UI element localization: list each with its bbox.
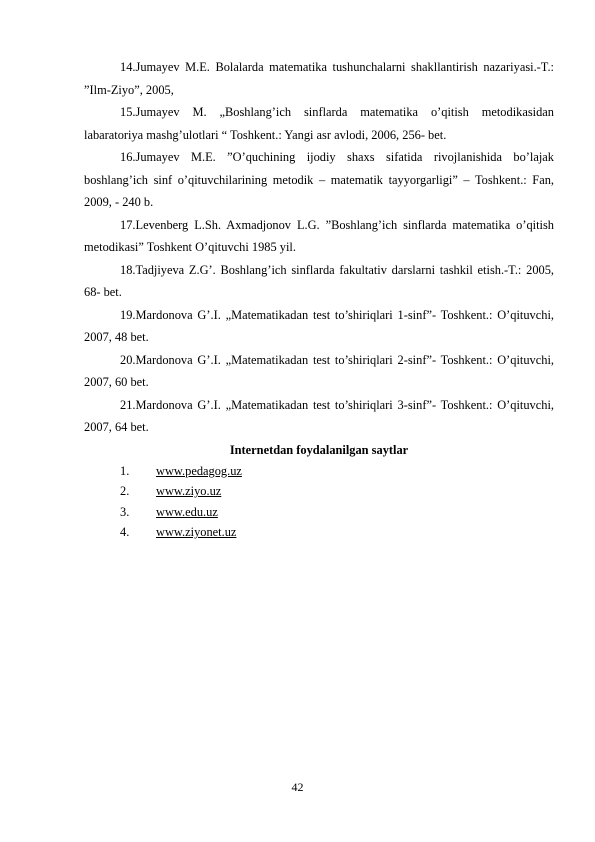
reference-item: [84, 56, 554, 101]
reference-item: [84, 304, 554, 349]
site-item: [84, 461, 554, 482]
document-page: [84, 56, 554, 543]
site-link[interactable]: www.edu.uz: [156, 504, 218, 519]
sites-heading: Internetdan foydalanilgan saytlar: [229, 442, 409, 457]
reference-number: 14.: [120, 60, 136, 74]
reference-number: 16.: [120, 150, 136, 164]
reference-item: [84, 146, 554, 214]
reference-text: Mardonova G’.I. „Matematikadan test to’shiriqlari 2-sinf”- Toshkent.: O’qituvchi, 2007, 60 bet.: [84, 352, 554, 389]
reference-item: [84, 101, 554, 146]
reference-text: Jumayev M. „Boshlang’ich sinflarda matematika o’qitish metodikasidan labaratoriya mashg’ulotlari “ Toshkent.: Yangi asr avlodi, 2006, 256- bet.: [84, 105, 554, 142]
references-list: [84, 56, 554, 439]
reference-number: 21.: [120, 397, 136, 412]
site-link[interactable]: www.ziyo.uz: [156, 484, 222, 498]
site-link[interactable]: www.ziyonet.uz: [156, 525, 237, 539]
site-item: [84, 522, 554, 543]
reference-number: 19.: [120, 307, 136, 322]
reference-number: 17.: [120, 217, 136, 232]
reference-text: Jumayev M.E. ”O’quchining ijodiy shaxs sifatida rivojlanishida bo’lajak boshlang’ich sinf o’qituvchilarining metodik – matematik tayyorgarligi” – Toshkent.: Fan, 2009, - 240 b.: [84, 150, 554, 209]
site-number: 2.: [120, 484, 130, 498]
site-item: [84, 502, 554, 523]
reference-number: 18.: [120, 262, 136, 277]
sites-list: [84, 461, 554, 543]
site-item: [84, 481, 554, 502]
reference-number: 15.: [120, 105, 136, 119]
reference-text: Mardonova G’.I. „Matematikadan test to’shiriqlari 1-sinf”- Toshkent.: O’qituvchi, 2007, 48 bet.: [84, 307, 554, 344]
reference-item: [84, 214, 554, 259]
reference-text: Tadjiyeva Z.G’. Boshlang’ich sinflarda fakultativ darslarni tashkil etish.-T.: 2005, 68- bet.: [84, 262, 554, 299]
reference-item: [84, 259, 554, 304]
page-number: 42: [291, 780, 304, 794]
reference-text: Mardonova G’.I. „Matematikadan test to’shiriqlari 3-sinf”- Toshkent.: O’qituvchi, 2007, 64 bet.: [84, 397, 554, 434]
reference-text: Levenberg L.Sh. Axmadjonov L.G. ”Boshlang’ich sinflarda matematika o’qitish metodikasi” Toshkent O’qituvchi 1985 yil.: [84, 217, 554, 254]
reference-item: [84, 394, 554, 439]
site-link[interactable]: www.pedagog.uz: [156, 463, 242, 478]
site-number: 3.: [120, 504, 130, 519]
reference-text: Jumayev M.E. Bolalarda matematika tushunchalarni shakllantirish nazariyasi.-T.: ”Ilm-Ziyo”, 2005,: [84, 60, 554, 97]
site-number: 4.: [120, 525, 130, 539]
site-number: 1.: [120, 463, 130, 478]
reference-number: 20.: [120, 352, 136, 367]
reference-item: [84, 349, 554, 394]
